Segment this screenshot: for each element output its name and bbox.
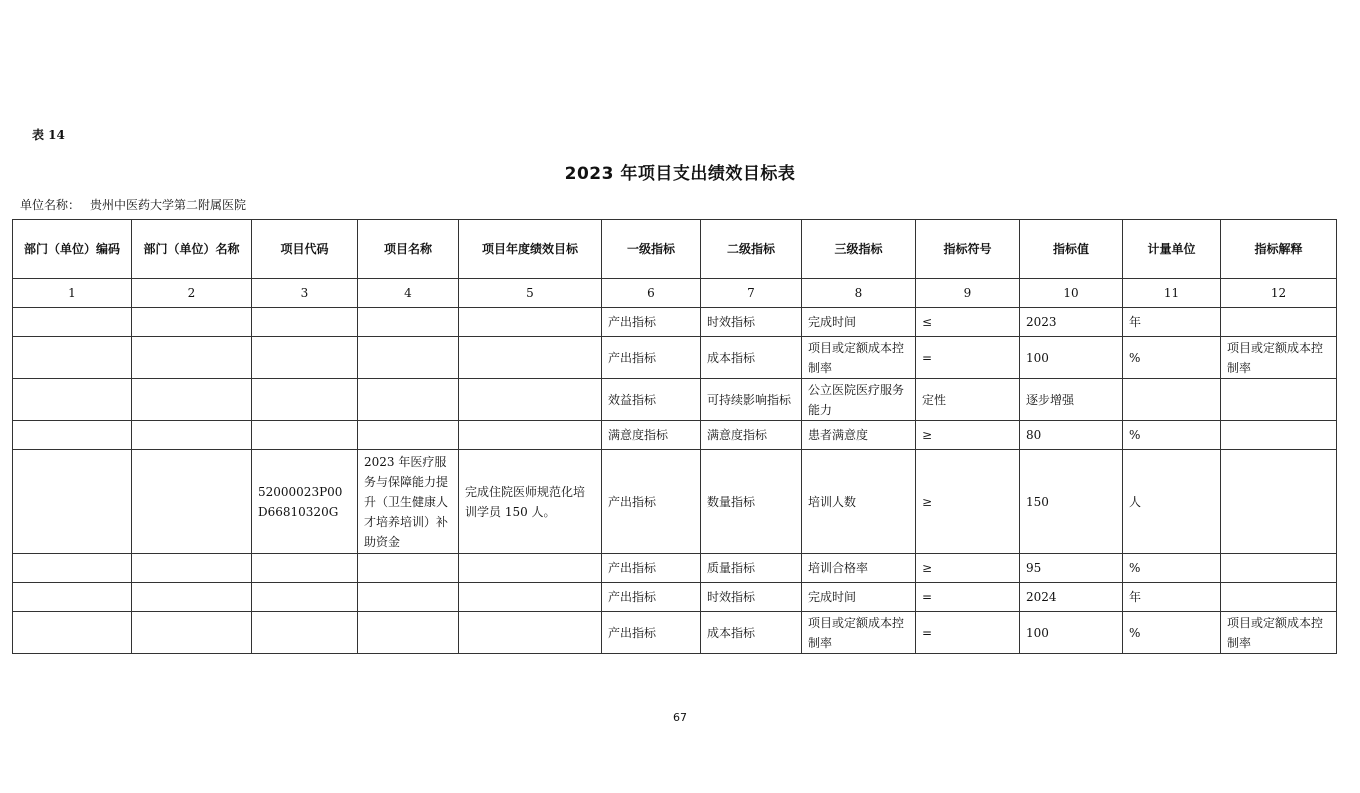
table-cell [459, 337, 602, 379]
table-cell [132, 450, 252, 554]
column-number: 2 [132, 279, 252, 308]
table-cell: 产出指标 [602, 308, 701, 337]
table-cell: 产出指标 [602, 554, 701, 583]
table-cell: 效益指标 [602, 379, 701, 421]
table-label: 表 14 [32, 128, 65, 142]
column-number: 7 [701, 279, 802, 308]
table-cell [358, 612, 459, 654]
table-cell: 产出指标 [602, 337, 701, 379]
table-cell: 满意度指标 [602, 421, 701, 450]
table-cell [252, 554, 358, 583]
column-header: 项目年度绩效目标 [459, 220, 602, 279]
table-cell [252, 337, 358, 379]
table-cell [252, 612, 358, 654]
table-cell: % [1123, 421, 1221, 450]
table-cell: 逐步增强 [1020, 379, 1123, 421]
table-cell: ≤ [916, 308, 1020, 337]
table-cell: 成本指标 [701, 612, 802, 654]
column-number-row [13, 279, 1337, 308]
table-cell: 项目或定额成本控制率 [1221, 337, 1337, 379]
column-header: 项目名称 [358, 220, 459, 279]
table-cell: 产出指标 [602, 450, 701, 554]
column-number: 9 [916, 279, 1020, 308]
table-cell [358, 583, 459, 612]
header-row [13, 220, 1337, 279]
column-number: 11 [1123, 279, 1221, 308]
table-cell: ≥ [916, 421, 1020, 450]
table-cell: 2023 [1020, 308, 1123, 337]
page-title: 2023 年项目支出绩效目标表 [564, 164, 796, 184]
table-cell: 数量指标 [701, 450, 802, 554]
table-cell: 患者满意度 [802, 421, 916, 450]
table-cell: 年 [1123, 308, 1221, 337]
table-cell: 项目或定额成本控制率 [1221, 612, 1337, 654]
table-cell: 产出指标 [602, 612, 701, 654]
column-header: 三级指标 [802, 220, 916, 279]
table-cell [13, 554, 132, 583]
column-number: 3 [252, 279, 358, 308]
table-cell: % [1123, 554, 1221, 583]
column-header: 指标解释 [1221, 220, 1337, 279]
table-cell: 时效指标 [701, 583, 802, 612]
table-cell [358, 379, 459, 421]
table-cell: 培训合格率 [802, 554, 916, 583]
table-cell [132, 337, 252, 379]
table-cell: 公立医院医疗服务能力 [802, 379, 916, 421]
table-cell [459, 421, 602, 450]
table-cell: = [916, 337, 1020, 379]
table-cell: ≥ [916, 554, 1020, 583]
table-cell [459, 379, 602, 421]
project-name-cell: 2023 年医疗服务与保障能力提升（卫生健康人才培养培训）补助资金 [358, 450, 459, 554]
table-cell: 可持续影响指标 [701, 379, 802, 421]
table-cell: % [1123, 612, 1221, 654]
column-header: 项目代码 [252, 220, 358, 279]
column-header: 部门（单位）名称 [132, 220, 252, 279]
table-cell [1123, 379, 1221, 421]
table-cell: 100 [1020, 612, 1123, 654]
table-cell: 产出指标 [602, 583, 701, 612]
table-cell [1221, 308, 1337, 337]
table-cell: 2024 [1020, 583, 1123, 612]
column-number: 4 [358, 279, 459, 308]
table-cell [13, 308, 132, 337]
table-cell [1221, 421, 1337, 450]
table-cell [252, 308, 358, 337]
table-row [13, 379, 1337, 421]
table-row [13, 337, 1337, 379]
table-cell [132, 379, 252, 421]
table-cell: 年 [1123, 583, 1221, 612]
table-cell [132, 308, 252, 337]
table-cell: 95 [1020, 554, 1123, 583]
table-cell [358, 308, 459, 337]
column-header: 部门（单位）编码 [13, 220, 132, 279]
project-code-cell: 52000023P00D66810320G [252, 450, 358, 554]
table-cell [13, 450, 132, 554]
table-cell [1221, 554, 1337, 583]
table-cell [13, 379, 132, 421]
table-row [13, 421, 1337, 450]
table-cell: 150 [1020, 450, 1123, 554]
column-number: 5 [459, 279, 602, 308]
column-number: 10 [1020, 279, 1123, 308]
table-cell: 项目或定额成本控制率 [802, 337, 916, 379]
table-cell: 完成时间 [802, 308, 916, 337]
unit-name-line [20, 196, 246, 213]
unit-name-label: 单位名称： [20, 198, 81, 212]
table-cell [459, 554, 602, 583]
table-cell [1221, 379, 1337, 421]
table-row [13, 450, 1337, 554]
table-cell: 人 [1123, 450, 1221, 554]
table-cell: 时效指标 [701, 308, 802, 337]
unit-name-value: 贵州中医药大学第二附属医院 [90, 198, 247, 212]
table-cell [13, 421, 132, 450]
table-cell [358, 337, 459, 379]
page-number: 67 [673, 711, 687, 724]
table-cell [252, 379, 358, 421]
table-cell: ≥ [916, 450, 1020, 554]
table-cell: = [916, 583, 1020, 612]
table-cell [13, 583, 132, 612]
table-row [13, 308, 1337, 337]
table-cell [252, 421, 358, 450]
column-header: 一级指标 [602, 220, 701, 279]
column-number: 1 [13, 279, 132, 308]
table-cell [1221, 583, 1337, 612]
column-number: 8 [802, 279, 916, 308]
table-cell [13, 337, 132, 379]
table-cell [13, 612, 132, 654]
table-cell: = [916, 612, 1020, 654]
column-header: 指标符号 [916, 220, 1020, 279]
column-header: 二级指标 [701, 220, 802, 279]
table-cell [132, 554, 252, 583]
table-cell: 定性 [916, 379, 1020, 421]
table-cell: 满意度指标 [701, 421, 802, 450]
table-cell [132, 583, 252, 612]
table-cell [132, 421, 252, 450]
table-cell: 质量指标 [701, 554, 802, 583]
table-cell [459, 612, 602, 654]
table-cell [459, 308, 602, 337]
column-number: 6 [602, 279, 701, 308]
table-cell [252, 583, 358, 612]
table-cell: 成本指标 [701, 337, 802, 379]
table-cell [1221, 450, 1337, 554]
table-row [13, 583, 1337, 612]
table-cell: 80 [1020, 421, 1123, 450]
table-cell [459, 583, 602, 612]
table-cell: 项目或定额成本控制率 [802, 612, 916, 654]
column-header: 计量单位 [1123, 220, 1221, 279]
column-number: 12 [1221, 279, 1337, 308]
column-header: 指标值 [1020, 220, 1123, 279]
table-row [13, 612, 1337, 654]
table-cell: 培训人数 [802, 450, 916, 554]
performance-target-table [12, 219, 1337, 654]
table-row [13, 554, 1337, 583]
table-cell: % [1123, 337, 1221, 379]
table-cell: 完成时间 [802, 583, 916, 612]
table-cell [358, 554, 459, 583]
table-cell [132, 612, 252, 654]
annual-target-cell: 完成住院医师规范化培训学员 150 人。 [459, 450, 602, 554]
table-cell [358, 421, 459, 450]
table-cell: 100 [1020, 337, 1123, 379]
